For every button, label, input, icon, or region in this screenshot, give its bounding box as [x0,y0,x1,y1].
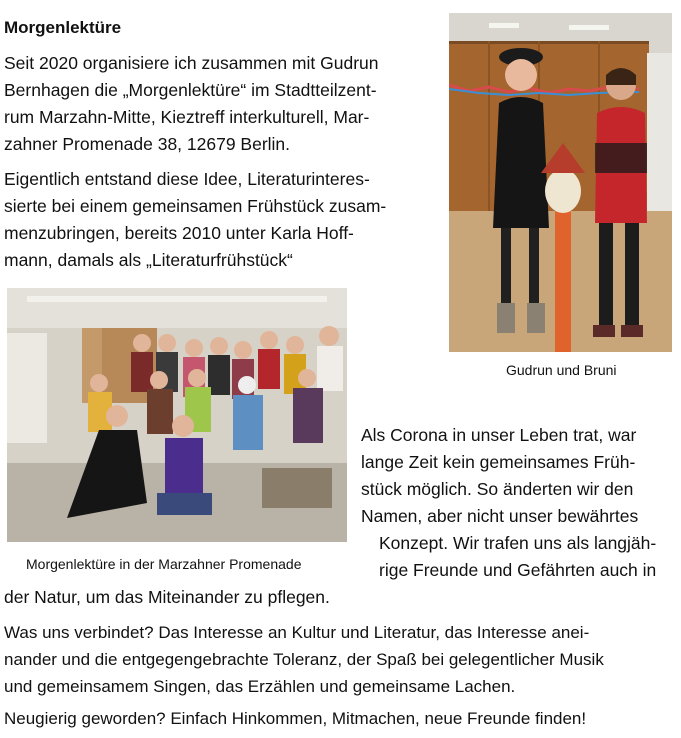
paragraph-invitation [4,705,586,732]
paragraph-values [4,619,604,700]
text-line: Konzept. Wir trafen uns als langjäh- [379,533,657,553]
text-line: zahner Promenade 38, 12679 Berlin. [4,134,291,154]
caption-gudrun-und-bruni: Gudrun und Bruni [506,362,617,378]
text-line: Namen, aber nicht unser bewährtes [361,506,639,526]
text-line: Bernhagen die „Morgenlektüre“ im Stadtteilzent- [4,80,377,100]
photo-gudrun-und-bruni [449,13,672,352]
page-title: Morgenlektüre [4,18,122,37]
text-line: und gemeinsamem Singen, das Erzählen und gemeinsame Lachen. [4,677,516,696]
text-line: stück möglich. So änderten wir den [361,479,634,499]
photo-group-morgenlektuere [7,288,347,542]
text-line: menzubringen, bereits 2010 unter Karla Hoff- [4,223,354,243]
text-line: lange Zeit kein gemeinsames Früh- [361,452,636,472]
text-line: Seit 2020 organisiere ich zusammen mit Gudrun [4,53,379,73]
text-line: der Natur, um das Miteinander zu pflegen. [4,587,330,607]
paragraph-corona [361,422,656,584]
text-line: Eigentlich entstand diese Idee, Literaturinteres- [4,169,370,189]
paragraph-history [4,166,386,274]
text-line: Als Corona in unser Leben trat, war [361,425,637,445]
text-line: rige Freunde und Gefährten auch in [379,560,657,580]
text-line: rum Marzahn-Mitte, Kieztreff interkulturell, Mar- [4,107,370,127]
caption-group: Morgenlektüre in der Marzahner Promenade [26,556,302,572]
text-line: mann, damals als „Literaturfrühstück“ [4,250,293,270]
text-line: Was uns verbindet? Das Interesse an Kultur und Literatur, das Interesse anei- [4,623,590,642]
paragraph-corona-tail [4,584,330,611]
paragraph-intro [4,50,379,158]
text-line: nander und die entgegengebrachte Toleranz, der Spaß bei gelegentlicher Musik [4,650,604,669]
text-line: Neugierig geworden? Einfach Hinkommen, Mitmachen, neue Freunde finden! [4,709,587,728]
text-line: sierte bei einem gemeinsamen Frühstück zusam- [4,196,387,216]
